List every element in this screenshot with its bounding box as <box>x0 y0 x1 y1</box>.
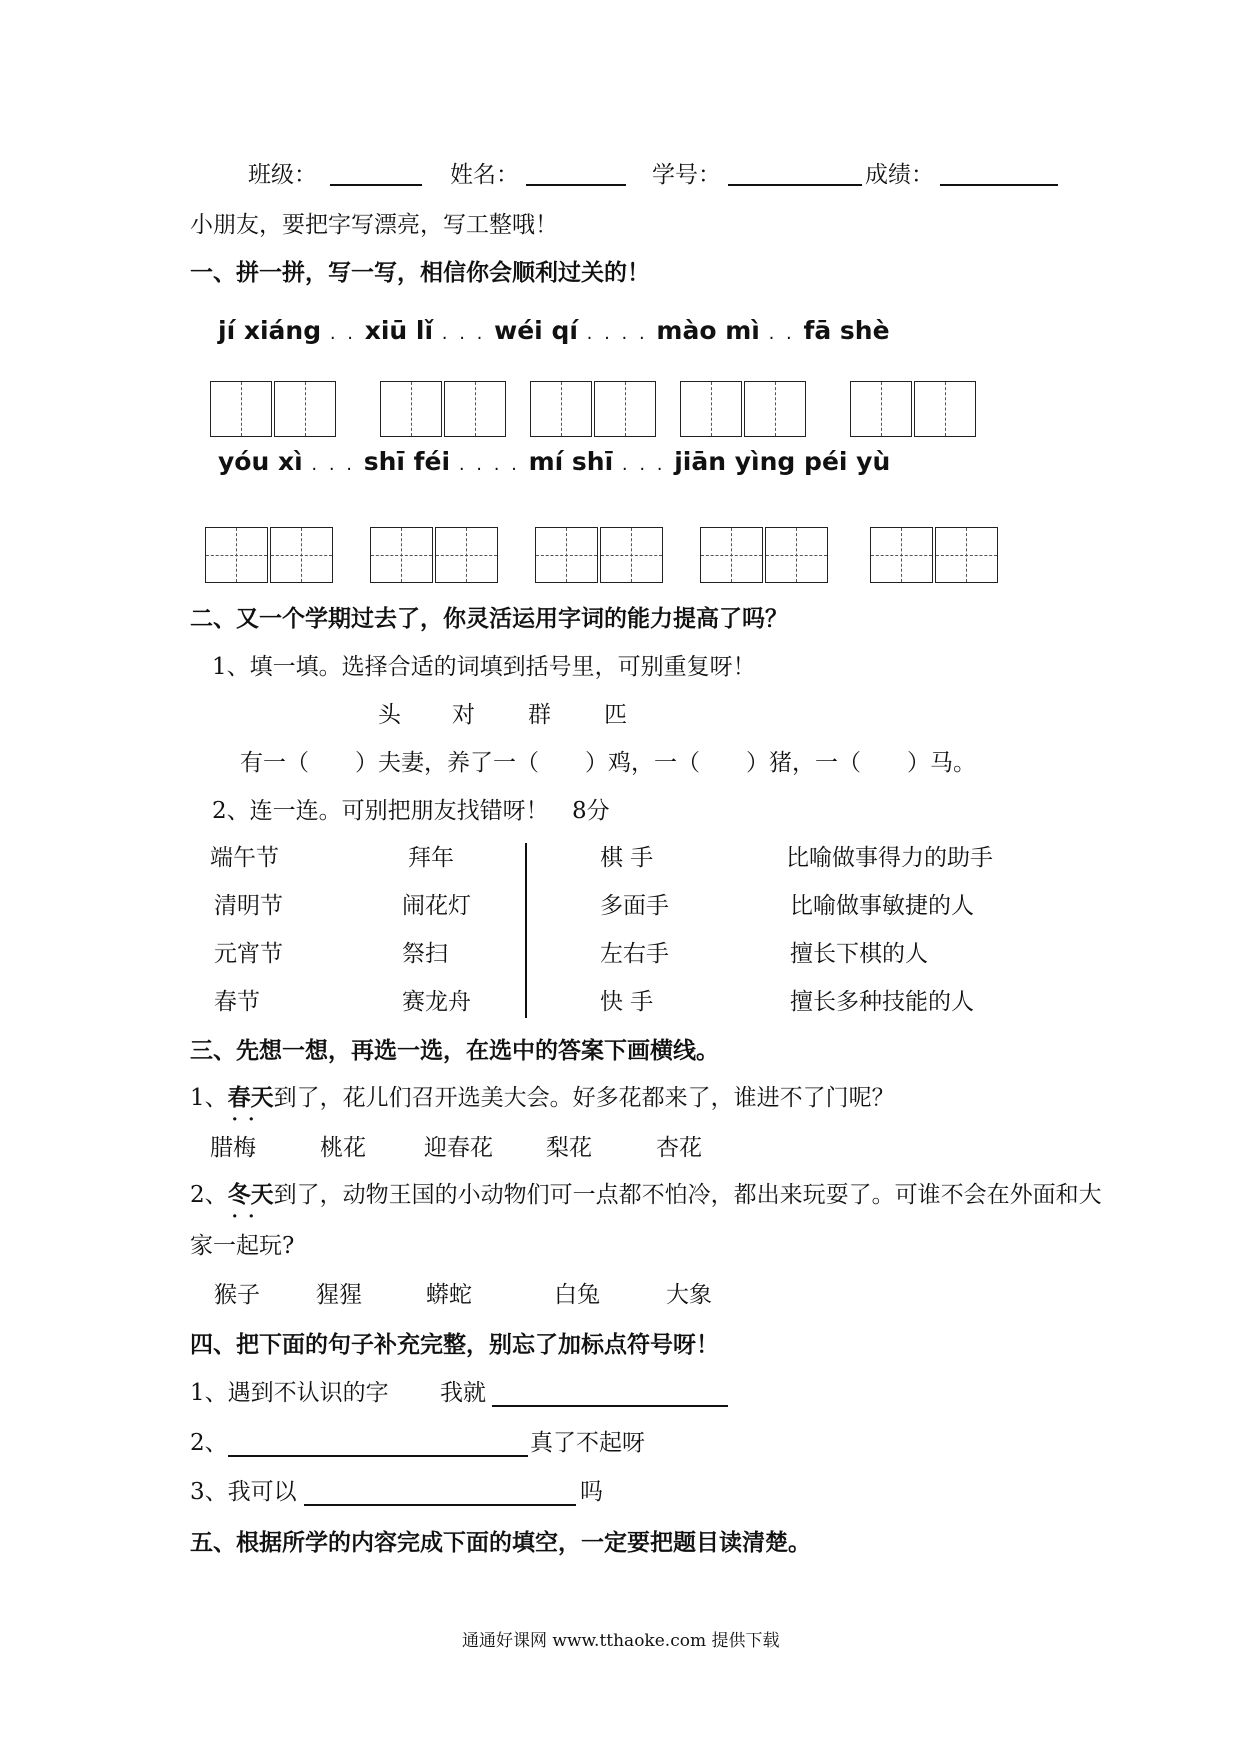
section4-title: 四、把下面的句子补充完整，别忘了加标点符号呀！ <box>190 1331 719 1358</box>
match-item[interactable]: 端午节 <box>210 845 279 871</box>
pinyin-item: shī féi <box>363 447 451 476</box>
writing-grid[interactable] <box>870 527 998 583</box>
writing-grid[interactable] <box>535 527 663 583</box>
intro-text: 小朋友，要把字写漂亮，写工整哦！ <box>190 212 558 238</box>
s4-line3-a: 3、我可以 <box>190 1479 297 1505</box>
match-item[interactable]: 多面手 <box>600 893 669 919</box>
footer-text: 通通好课网 www.tthaoke.com 提供下载 <box>462 1631 780 1651</box>
option[interactable]: 猩猩 <box>316 1282 362 1308</box>
match-item[interactable]: 比喻做事敏捷的人 <box>790 893 974 919</box>
match-item[interactable]: 擅长下棋的人 <box>790 941 928 967</box>
match-item[interactable]: 快 手 <box>600 989 654 1015</box>
pinyin-row1: jí xiáng . . xiū lǐ . . . wéi qí . . . . mào mì . . fā shè <box>218 316 890 345</box>
pinyin-row2: yóu xì . . . shī féi . . . . mí shī . . . jiān yìng péi yù <box>218 447 891 476</box>
q-number: 2、 <box>190 1182 228 1208</box>
score-label: 成绩： <box>865 162 934 188</box>
option[interactable]: 蟒蛇 <box>426 1282 472 1308</box>
pinyin-item: yóu xì <box>218 447 303 476</box>
match-item[interactable]: 祭扫 <box>402 941 448 967</box>
option[interactable]: 猴子 <box>214 1282 260 1308</box>
match-item[interactable]: 赛龙舟 <box>402 989 471 1015</box>
writing-grid[interactable] <box>530 381 656 437</box>
s4-line2-a: 2、 <box>190 1430 228 1456</box>
pinyin-item: péi yù <box>804 447 891 476</box>
match-item[interactable]: 清明节 <box>214 893 283 919</box>
class-label: 班级： <box>248 162 317 188</box>
match-item[interactable]: 春节 <box>214 989 260 1015</box>
match-item[interactable]: 比喻做事得力的助手 <box>786 845 993 871</box>
match-item[interactable]: 棋 手 <box>600 845 654 871</box>
writing-grid[interactable] <box>700 527 828 583</box>
option[interactable]: 梨花 <box>546 1135 592 1161</box>
option[interactable]: 杏花 <box>656 1135 702 1161</box>
writing-grid[interactable] <box>850 381 976 437</box>
s4-line3-b: 吗 <box>580 1479 603 1505</box>
s4-line1-b: 我就 <box>440 1380 486 1406</box>
match-item[interactable]: 左右手 <box>600 941 669 967</box>
s4-line1-a: 1、遇到不认识的字 <box>190 1380 389 1406</box>
match-item[interactable]: 拜年 <box>408 845 454 871</box>
q-text: 到了，花儿们召开选美大会。好多花都来了，谁进不了门呢？ <box>273 1085 895 1111</box>
s3-q1 <box>190 1083 895 1113</box>
pinyin-item: fā shè <box>803 316 890 345</box>
q-text-cont: 家一起玩? <box>190 1233 295 1259</box>
measure-word: 群 <box>528 702 551 728</box>
pinyin-item: jiān yìng <box>674 447 796 476</box>
writing-grid[interactable] <box>380 381 506 437</box>
option[interactable]: 迎春花 <box>424 1135 493 1161</box>
match-item[interactable]: 闹花灯 <box>402 893 471 919</box>
measure-word: 对 <box>452 702 475 728</box>
pinyin-item: mào mì <box>656 316 760 345</box>
s3-q2 <box>190 1180 1102 1210</box>
q1-title: 1、填一填。选择合适的词填到括号里，可别重复呀！ <box>212 654 756 680</box>
option[interactable]: 腊梅 <box>210 1135 256 1161</box>
pinyin-item: xiū lǐ <box>364 316 434 345</box>
answer-blank[interactable] <box>304 1504 576 1506</box>
fill-sentence[interactable]: 有一（ ）夫妻，养了一（ ）鸡，一（ ）猪，一（ ）马。 <box>240 750 976 776</box>
emphasized-word: 冬天 · · <box>228 1180 274 1210</box>
option[interactable]: 大象 <box>666 1282 712 1308</box>
q2-score: 8分 <box>572 798 610 824</box>
section1-title: 一、拼一拼，写一写，相信你会顺利过关的！ <box>190 259 650 286</box>
section3-title: 三、先想一想，再选一选，在选中的答案下画横线。 <box>190 1037 719 1064</box>
match-item[interactable]: 擅长多种技能的人 <box>790 989 974 1015</box>
pinyin-item: wéi qí <box>494 316 578 345</box>
writing-grid[interactable] <box>370 527 498 583</box>
option[interactable]: 桃花 <box>320 1135 366 1161</box>
measure-word: 头 <box>378 702 401 728</box>
answer-blank[interactable] <box>228 1455 528 1457</box>
q2-title: 2、连一连。可别把朋友找错呀！ <box>212 798 549 824</box>
section2-title: 二、又一个学期过去了，你灵活运用字词的能力提高了吗？ <box>190 605 788 632</box>
number-label: 学号： <box>652 162 721 188</box>
q-number: 1、 <box>190 1085 228 1111</box>
s4-line2-b: 真了不起呀 <box>530 1430 645 1456</box>
q-text: 到了，动物王国的小动物们可一点都不怕冷，都出来玩耍了。可谁不会在外面和大 <box>273 1182 1102 1208</box>
option[interactable]: 白兔 <box>554 1282 600 1308</box>
name-blank[interactable] <box>526 184 626 186</box>
emphasized-word: 春天 · · <box>228 1083 274 1113</box>
name-label: 姓名： <box>450 162 519 188</box>
measure-word: 匹 <box>604 702 627 728</box>
pinyin-item: mí shī <box>528 447 614 476</box>
score-blank[interactable] <box>940 184 1058 186</box>
column-divider <box>525 843 527 1018</box>
writing-grid[interactable] <box>210 381 336 437</box>
match-item[interactable]: 元宵节 <box>214 941 283 967</box>
writing-grid[interactable] <box>205 527 333 583</box>
class-blank[interactable] <box>330 184 422 186</box>
number-blank[interactable] <box>728 184 862 186</box>
answer-blank[interactable] <box>492 1405 728 1407</box>
pinyin-item: jí xiáng <box>218 316 322 345</box>
writing-grid[interactable] <box>680 381 806 437</box>
section5-title: 五、根据所学的内容完成下面的填空，一定要把题目读清楚。 <box>190 1529 811 1556</box>
